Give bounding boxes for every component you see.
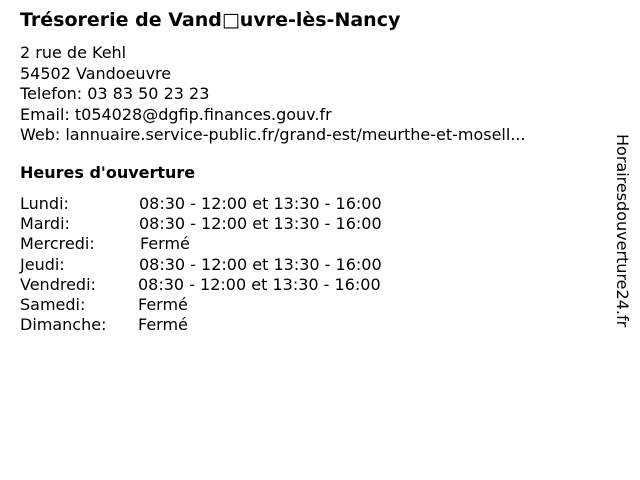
day-label: Samedi: [20,294,86,314]
contact-info [20,43,526,146]
page-title: Trésorerie de Vand□uvre-lès-Nancy [20,9,401,31]
phone-number: Telefon: 03 83 50 23 23 [20,84,210,103]
day-hours: Fermé [140,234,190,254]
city-address: 54502 Vandoeuvre [20,63,172,83]
day-hours: 08:30 - 12:00 et 13:30 - 16:00 [139,214,382,234]
day-hours: 08:30 - 12:00 et 13:30 - 16:00 [139,194,382,213]
day-label: Dimanche: [20,315,107,335]
day-label: Mercredi: [20,234,95,254]
site-brand-text: Horairesdouverture24.fr [613,134,632,328]
site-brand [612,134,632,370]
day-hours: 08:30 - 12:00 et 13:30 - 16:00 [139,254,382,274]
day-label: Mardi: [20,214,70,234]
day-hours: 08:30 - 12:00 et 13:30 - 16:00 [138,274,381,294]
day-label: Lundi: [20,194,69,213]
day-label: Vendredi: [20,274,96,294]
day-label: Jeudi: [20,254,65,274]
website-link[interactable]: Web: lannuaire.service-public.fr/grand-est/meurthe-et-mosell... [20,125,526,144]
day-hours: Fermé [138,315,188,335]
street-address: 2 rue de Kehl [20,43,127,62]
day-hours: Fermé [138,294,188,314]
opening-hours-heading: Heures d'ouverture [20,163,196,182]
email-address: Email: t054028@dgfip.finances.gouv.fr [20,104,332,124]
